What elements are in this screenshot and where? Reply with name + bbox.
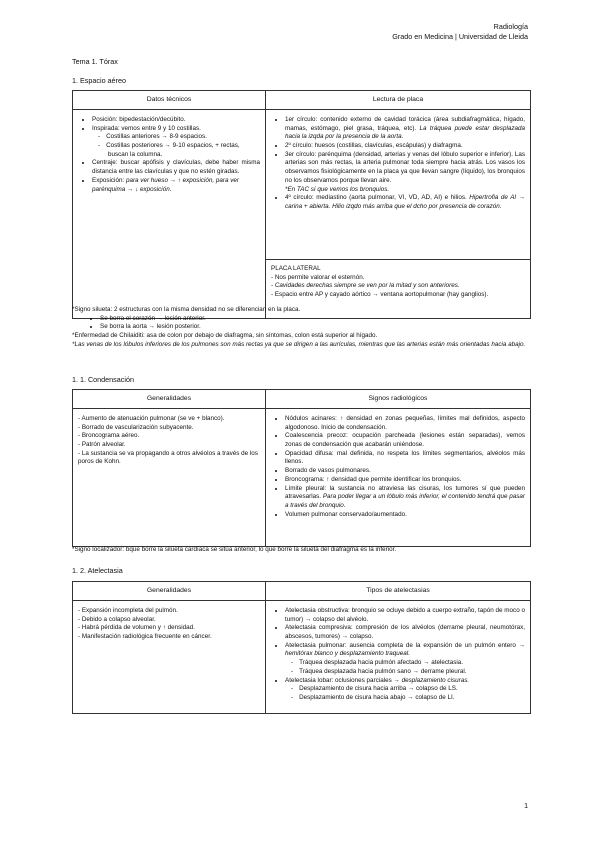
list-item: - Desplazamiento de cisura hacia arriba → colapso de LS. (301, 685, 525, 694)
list-item: • 2º círculo: huesos (costillas, clavículas, escápulas) y diafragma. (285, 142, 525, 151)
table-header: Signos radiológicos (266, 390, 531, 409)
note: *Signo silueta: 2 estructuras con la misma densidad no se diferencian en la placa. (72, 306, 301, 313)
list-item: - Desplazamiento de cisura hacia abajo → colapso de LI. (301, 694, 525, 703)
table-cell (266, 409, 531, 547)
list-item: - Costillas posteriores → 9-10 espacios, + rectas, buscan la columna. (108, 142, 260, 159)
list-item: • Opacidad difusa: mal definida, no respeta los límites segmentarios, alvéolos más llenos. (285, 450, 525, 467)
section-title-atelectasia: 1. 2. Atelectasia (72, 566, 123, 575)
note: *Enfermedad de Chilaiditi: asa de colon por debajo de diafragma, sin síntomas, colon está superior al hígado. (72, 332, 378, 340)
list-item: • Atelectasia obstructiva: bronquio se ocluye debido a cuerpo extraño, tapón de moco o tumor) → colapso del alvéolo. (285, 607, 525, 624)
list-item: • Broncograma: ↑ densidad que permite identificar los bronquios. (285, 476, 525, 485)
list-item: • Centraje: buscar apófisis y clavículas, debe haber misma distancia entre las clavículas y que no estén giradas. (92, 159, 260, 176)
list-item: - Aumento de atenuación pulmonar (se ve + blanco). (78, 415, 225, 422)
list-item: • 1er círculo: contenido externo de cavidad torácica (área subdiafragmática, hígado, mamas, estómago, piel grasa, tráquea, etc). La tráquea puede estar desplazada hacia la izqda por la presencia de la aorta. (285, 116, 525, 142)
list-item: • 3er círculo: parénquima (densidad, arterias y venas del lóbulo superior e inferior). Las arterias son más rectas, la arteria pulmonar toda siempre hacia atrás. Los vasos los observamos fisiológicamente en la placa ya que llevan sangre (líquido), los bronquios no los observamos porque llevan aire. *En TAC sí que vemos los bronquios. (285, 151, 525, 194)
table-espacio-aereo (72, 90, 531, 319)
list-item: - Debido a colapso alveolar. (78, 615, 156, 623)
section-title-condensacion: 1. 1. Condensación (72, 375, 134, 384)
list-item: - Expansión incompleta del pulmón. (78, 607, 178, 614)
list-item: • Atelectasia compresiva: compresión de los alvéolos (derrame pleural, neumotórax, abscesos, tumores) → colapso. (285, 624, 525, 641)
list-item: • Volumen pulmonar conservado/aumentado. (285, 511, 525, 520)
list-item: • Coalescencia precoz: ocupación parcheada (lesiones están separadas), vemos zonas de condensación que acabarán uniéndose. (285, 432, 525, 449)
list-item: • Borrado de vasos pulmonares. (285, 467, 525, 476)
list-item: • 4º círculo: mediastino (aorta pulmonar, VI, VD, AD, AI) e hilios. Hipertrofia de AI → carina + abierta. Hilio izqdo más arriba que el dcho por presencia de corazón. (285, 194, 525, 211)
list-item: - Habrá pérdida de volumen y ↑ densidad. (78, 624, 195, 632)
list-item: - Cavidades derechas siempre se ven por la mitad y son anteriores. (271, 282, 460, 290)
list-item: • Se borra el corazón → lesión anterior. (100, 315, 530, 324)
list-item: - Borrado de vascularización subyacente. (78, 423, 194, 431)
placa-lateral-title: PLACA LATERAL (271, 265, 321, 272)
list-item: - Tráquea desplazada hacia pulmón sano → derrame pleural. (301, 668, 525, 677)
note: *Las venas de los lóbulos inferiores de los pulmones son más rectas ya que se dirigen a las aurículas, mientras que las arterias están más orientadas hacia abajo. (72, 340, 526, 348)
page-number: 1 (524, 803, 528, 810)
table-atelectasia (72, 581, 531, 714)
table-cell (266, 601, 531, 714)
list-item: • Nódulos acinares: ↑ densidad en zonas pequeñas, límites mal definidos, aspecto algodonoso. Inicio de condensación. (285, 415, 525, 432)
topic-title: Tema 1. Tórax (72, 57, 118, 66)
list-item: - Nos permite valorar el esternón. (271, 273, 365, 281)
table-header: Generalidades (73, 582, 266, 601)
header-degree: Grado en Medicina | Universidad de Lleida (392, 32, 528, 42)
table-cell (73, 601, 266, 714)
table-cell (73, 409, 266, 547)
note-signo-localizador: *Signo localizador: bque borre la silueta cardíaca se sitúa anterior, lo que borre la silueta del diafragma es la inferior. (72, 546, 397, 553)
list-item: - Espacio entre AP y cayado aórtico → ventana aortopulmonar (hay ganglios). (271, 291, 489, 299)
notes-espacio-aereo (72, 306, 530, 349)
list-item: - Patrón alveolar. (78, 441, 126, 449)
list-item: - Broncograma aéreo. (78, 432, 140, 440)
table-condensacion (72, 389, 531, 547)
list-item: • Atelectasia pulmonar: ausencia completa de la expansión de un pulmón entero → hemitórax blanco y desplazamiento traqueal. - Tráquea desplazada hacia pulmón afectado → atelectasia. - Tráquea desplazada hacia pulmón sano → derrame pleural. (285, 642, 525, 677)
table-cell (266, 110, 531, 260)
list-item: - Costillas anteriores → 8-9 espacios. (108, 133, 260, 142)
list-item: • Inspirada: vemos entre 9 y 10 costillas. - Costillas anteriores → 8-9 espacios. - Costillas posteriores → 9-10 espacios, + rectas, buscan la columna. (92, 125, 260, 160)
list-item: - Manifestación radiológica frecuente en cáncer. (78, 633, 212, 641)
list-item: • Límite pleural: la sustancia no atraviesa las cisuras, los tumores sí que pueden atravesarlas. Para poder llegar a un lóbulo más inferior, el contenido tendrá que pasar a través del bronquio. (285, 485, 525, 511)
header-subject: Radiología (493, 22, 528, 31)
list-item: • Posición: bipedestación/decúbito. (92, 116, 260, 125)
table-header: Tipos de atelectasias (266, 582, 531, 601)
page-header (392, 22, 528, 43)
list-item: • Atelectasia lobar: oclusiones parciales → desplazamiento cisuras. - Desplazamiento de cisura hacia arriba → colapso de LS. - Desplazamiento de cisura hacia abajo → colapso de LI. (285, 677, 525, 703)
list-item: - La sustancia se va propagando a otros alvéolos a través de los poros de Kohn. (78, 449, 258, 466)
table-header: Datos técnicos (73, 91, 266, 110)
section-title-espacio-aereo: 1. Espacio aéreo (72, 76, 126, 85)
list-item: • Se borra la aorta → lesión posterior. (100, 323, 530, 332)
table-cell (73, 110, 266, 319)
table-header: Lectura de placa (266, 91, 531, 110)
table-header: Generalidades (73, 390, 266, 409)
list-item: • Exposición: para ver hueso → ↑ exposición, para ver parénquima → ↓ exposición. (92, 177, 260, 194)
list-item: - Tráquea desplazada hacia pulmón afectado → atelectasia. (301, 659, 525, 668)
